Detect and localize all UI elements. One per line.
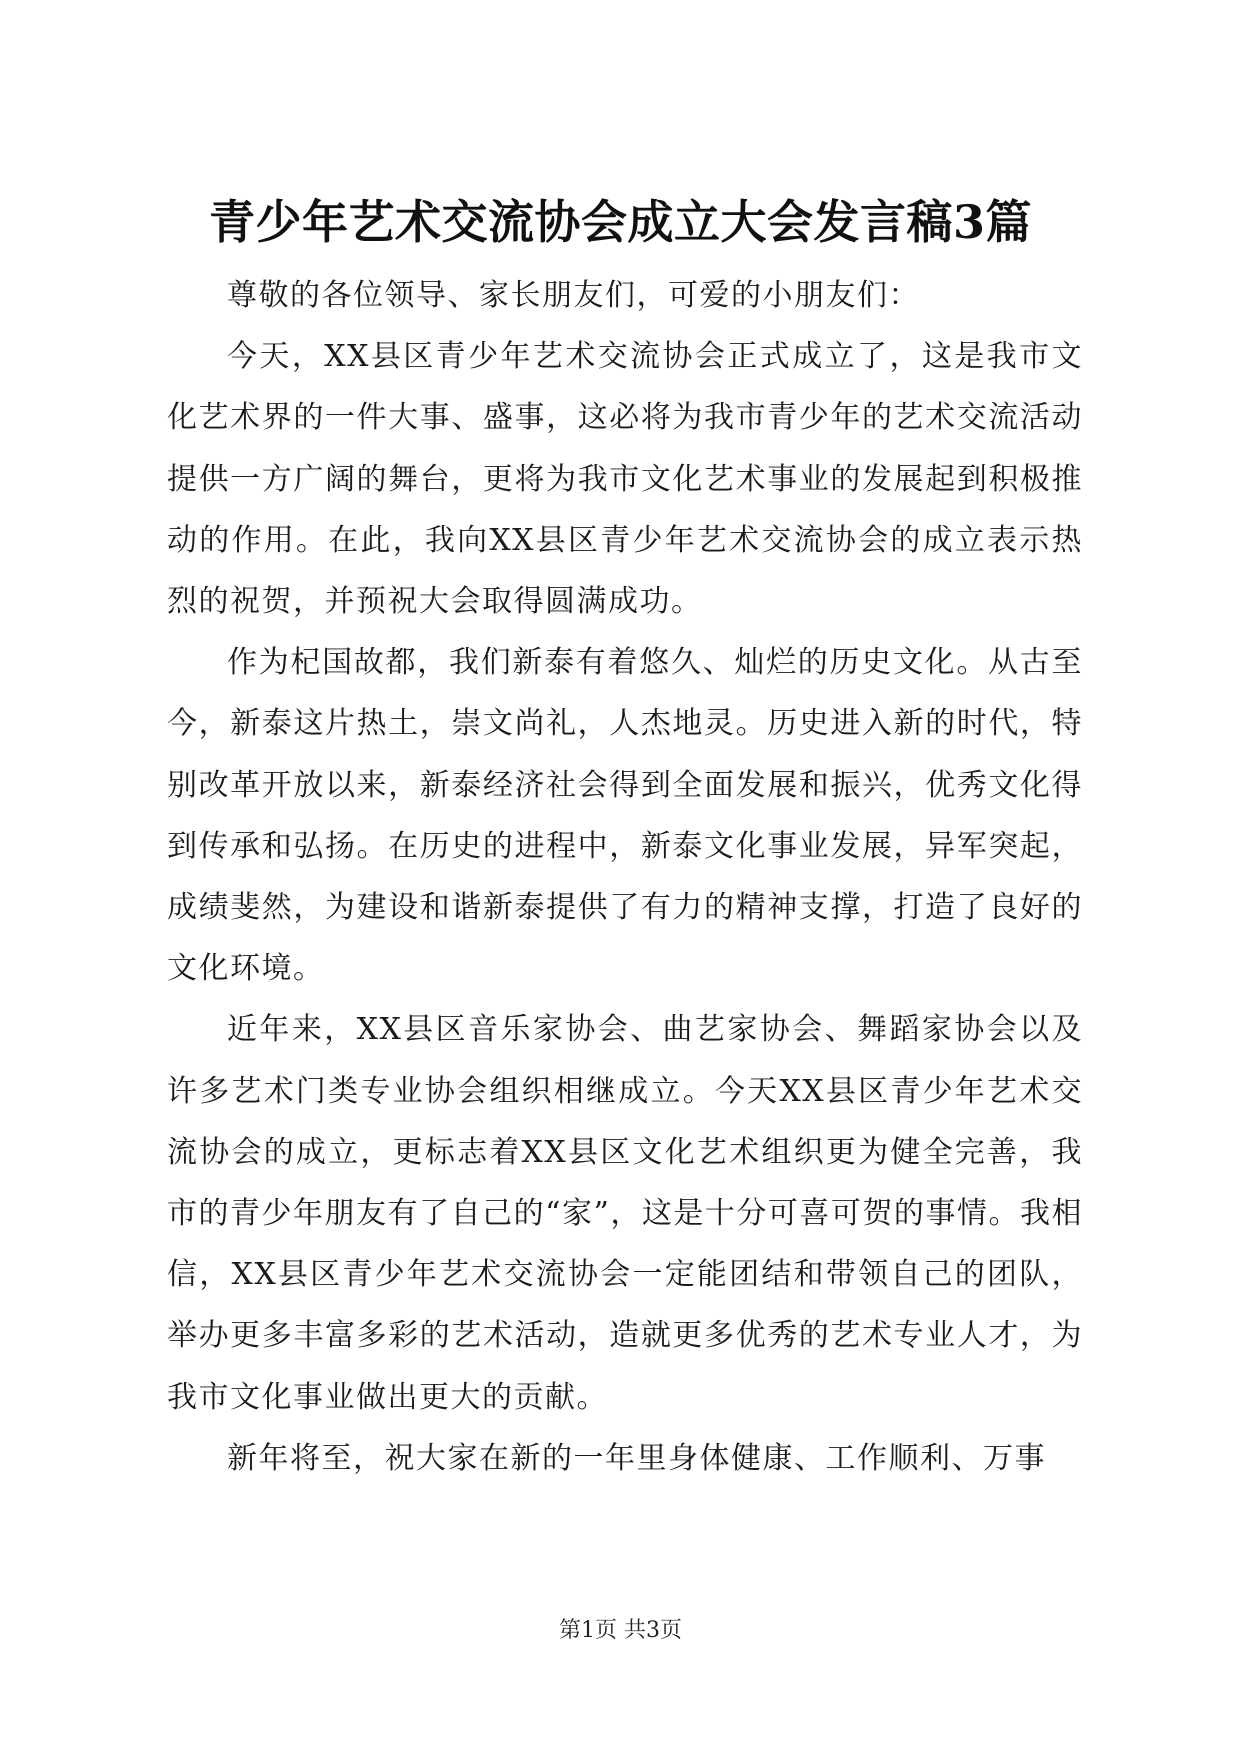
document-body — [167, 265, 1083, 1489]
document-title: 青少年艺术交流协会成立大会发言稿3篇 — [208, 195, 1032, 249]
page-footer — [0, 1616, 1241, 1646]
paragraph-opening: 今天，XX县区青少年艺术交流协会正式成立了，这是我市文化艺术界的一件大事、盛事，这必将为我市青少年的艺术交流活动提供一方广阔的舞台，更将为我市文化艺术事业的发展起到积极推动的作用。在此，我向XX县区青少年艺术交流协会的成立表示热烈的祝贺，并预祝大会取得圆满成功。 — [167, 339, 1083, 620]
paragraph-history: 作为杞国故都，我们新泰有着悠久、灿烂的历史文化。从古至今，新泰这片热土，崇文尚礼，人杰地灵。历史进入新的时代，特别改革开放以来，新泰经济社会得到全面发展和振兴，优秀文化得到传承和弘扬。在历史的进程中，新泰文化事业发展，异军突起，成绩斐然，为建设和谐新泰提供了有力的精神支撑，打造了良好的文化环境。 — [167, 645, 1083, 987]
page-number-label: 第1页 共3页 — [559, 1618, 682, 1643]
paragraph-salutation: 尊敬的各位领导、家长朋友们，可爱的小朋友们： — [227, 278, 920, 313]
paragraph-new-year: 新年将至，祝大家在新的一年里身体健康、工作顺利、万事 — [227, 1440, 1046, 1476]
paragraph-associations: 近年来，XX县区音乐家协会、曲艺家协会、舞蹈家协会以及许多艺术门类专业协会组织相继成立。今天XX县区青少年艺术交流协会的成立，更标志着XX县区文化艺术组织更为健全完善，我市的青少年朋友有了自己的“家”，这是十分可喜可贺的事情。我相信，XX县区青少年艺术交流协会一定能团结和带领自己的团队，举办更多丰富多彩的艺术活动，造就更多优秀的艺术专业人才，为我市文化事业做出更大的贡献。 — [167, 1012, 1083, 1415]
